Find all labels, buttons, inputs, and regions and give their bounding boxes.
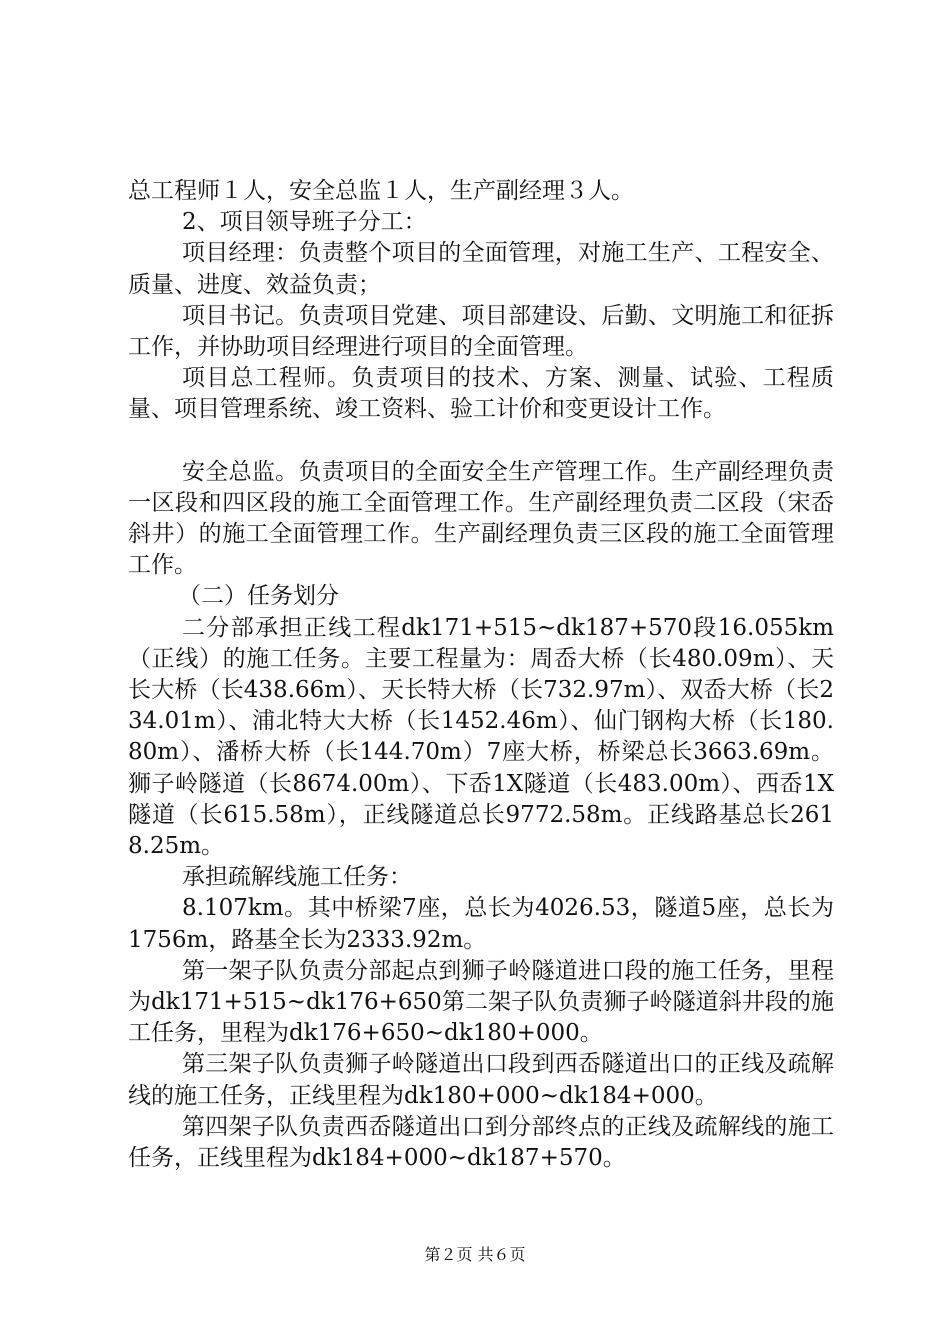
paragraph-section-heading-tasks: （二）任务划分 (178, 583, 339, 610)
paragraph-staffing-summary: 总工程师１人，安全总监１人，生产副经理３人。 (128, 178, 634, 204)
paragraph-spacer (128, 426, 834, 457)
paragraph-section-heading-division: 2、项目领导班子分工： (182, 209, 427, 236)
paragraph-project-secretary: 项目书记。负责项目党建、项目部建设、后勤、文明施工和征拆工作，并协助项目经理进行项目的全面管理。 (128, 302, 834, 361)
paragraph-project-manager: 项目经理：负责整个项目的全面管理，对施工生产、工程安全、质量、进度、效益负责； (128, 240, 834, 298)
paragraph-safety-director: 安全总监。负责项目的全面安全生产管理工作。生产副经理负责一区段和四区段的施工全面管理工作。生产副经理负责二区段（宋岙斜井）的施工全面管理工作。生产副经理负责三区段的施工全面管理工作。 (128, 458, 834, 579)
paragraph-team-four: 第四架子队负责西岙隧道出口到分部终点的正线及疏解线的施工任务，正线里程为dk184+000~dk187+570。 (128, 1113, 834, 1172)
paragraph-team-one-two: 第一架子队负责分部起点到狮子岭隧道进口段的施工任务，里程为dk171+515~dk176+650第二架子队负责狮子岭隧道斜井段的施工任务，里程为dk176+650~dk180+000。 (128, 957, 834, 1047)
paragraph-relief-line-heading: 承担疏解线施工任务： (182, 864, 412, 891)
page-footer: 第２页 共６页 (424, 1245, 526, 1264)
paragraph-relief-line-quantities: 8.107km。其中桥梁7座，总长为4026.53，隧道5座，总长为1756m，路基全长为2333.92m。 (128, 895, 834, 953)
document-body (128, 176, 834, 1174)
paragraph-team-three: 第三架子队负责狮子岭隧道出口段到西岙隧道出口的正线及疏解线的施工任务，正线里程为dk180+000~dk184+000。 (128, 1051, 834, 1109)
paragraph-chief-engineer: 项目总工程师。负责项目的技术、方案、测量、试验、工程质量、项目管理系统、竣工资料、验工计价和变更设计工作。 (128, 365, 834, 423)
paragraph-mainline-works: 二分部承担正线工程dk171+515~dk187+570段16.055km（正线）的施工任务。主要工程量为：周岙大桥（长480.09m）、天长大桥（长438.66m）、天长特大桥（长732.97m）、双岙大桥（长234.01m）、浦北特大大桥（长1452.46m）、仙门钢构大桥（长180.80m）、潘桥大桥（长144.70m）7座大桥，桥梁总长3663.69m。狮子岭隧道（长8674.00m）、下岙1X隧道（长483.00m）、西岙1X隧道（长615.58m），正线隧道总长9772.58m。正线路基总长2618.25m。 (128, 614, 834, 860)
